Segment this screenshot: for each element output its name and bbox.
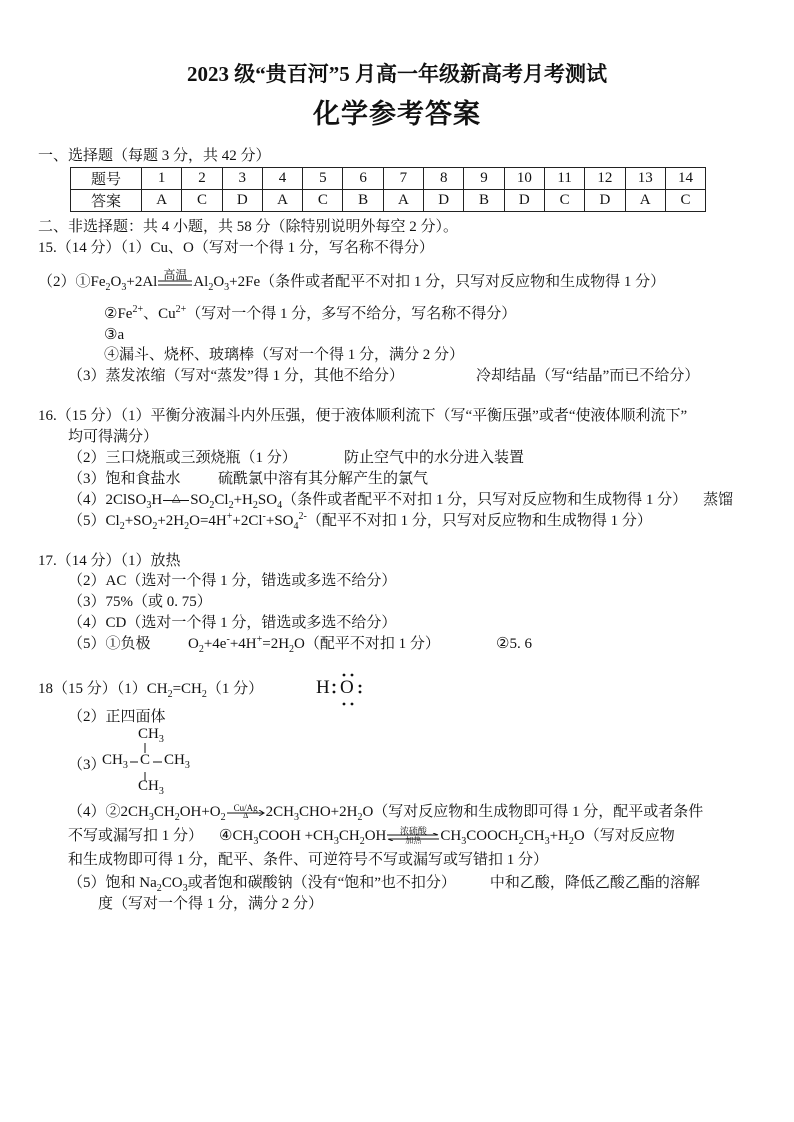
row-label: 答案 [71,190,142,212]
q17-line5g: ②5. 6 [496,636,532,652]
q18-line5: 不写或漏写扣 1 分） $④CH_3COOH +CH_3CH_2OH$ 浓硫酸 加热 $CH_3COOCH_2CH_3+H_2O$（写对反应物 [68,825,675,847]
neopentane-structure: $CH_3$ $CH_3$ C $CH_3$ $CH_3$ [102,726,190,797]
table-cell: 4 [262,168,302,190]
heat-arrow: △ [171,492,181,505]
table-cell: 1 [142,168,182,190]
row-label: 题号 [71,168,142,190]
q18-line1: 18（15 分）$(1)CH_2=CH_2(1$ 分） [38,681,264,700]
table-cell: 8 [424,168,464,190]
q18-line8: 度（写对一个得 1 分，满分 2 分） [98,896,324,912]
q17-line2: （2）AC（选对一个得 1 分，错选或多选不给分） [68,573,397,589]
table-cell: D [222,190,262,212]
table-cell: 13 [625,168,665,190]
q16-line3b: 硫酰氯中溶有其分解产生的氯气 [218,471,429,487]
water-electron-formula: H O [316,672,372,708]
table-cell: 3 [222,168,262,190]
table-cell: C [303,190,343,212]
q17-line5b: $O_2+4e^-+4H^+=2H_2O$（配平不对扣 1 分） [188,634,440,655]
equals-condition-sign: 高温 [163,267,188,282]
table-cell: 9 [464,168,504,190]
table-cell: 10 [504,168,544,190]
q16-line2b: 防止空气中的水分进入装置 [344,450,525,466]
table-cell: D [585,190,625,212]
table-cell: C [182,190,222,212]
q16-line4: （4）2ClSO$_3$H △ $SO_2Cl_2+H_2SO_4$（条件或者配平不对扣 1 分，只写对反应物和生成物得 1 分） 蒸馏 [68,492,734,511]
q17-line4: （4）CD（选对一个得 1 分，错选或多选不给分） [68,615,397,631]
table-cell: 5 [303,168,343,190]
table-cell: A [142,190,182,212]
q18-line4: $(4)②2CH_3CH_2OH+O_2$ Cu/Ag Δ $2CH_3CHO+2H_2O$（写对反应物和生成物即可得 1 分，配平或者条件 [68,802,704,823]
table-cell: B [464,190,504,212]
q16-line5: $(5)Cl_2+SO_2+2H_2O=4H^++2Cl^-+SO_4^{2-}$（配平不对扣 1 分，只写对反应物和生成物得 1 分） [68,511,652,532]
answer-table [70,167,706,212]
catalyst-arrow: Cu/Ag Δ [227,810,265,816]
q18-line2: （2）正四面体 [68,709,166,725]
table-cell: C [665,190,705,212]
q17-line5a: （5）①负极 [68,636,151,652]
q17-line1: 17.（14 分）（1）放热 [38,553,181,569]
document-subtitle: 化学参考答案 [313,99,481,129]
table-row-answers [71,190,706,212]
q15-line6a: （3）蒸发浓缩（写对“蒸发”得 1 分，其他不给分） [68,368,404,384]
table-cell: D [424,190,464,212]
reversible-arrow: 浓硫酸 加热 [387,833,439,841]
table-cell: 7 [383,168,423,190]
q16-line1b: 均可得满分） [68,429,159,445]
q18-line3: （3） [68,757,106,773]
table-cell: 6 [343,168,383,190]
table-cell: 12 [585,168,625,190]
q15-line4: ③a [104,327,125,343]
section1-heading: 一、选择题（每题 3 分，共 42 分） [38,148,271,164]
q15-line6b: 冷却结晶（写“结晶”而已不给分） [476,368,700,384]
q17-line3: （3）75%（或 0. 75） [68,594,212,610]
table-cell: A [262,190,302,212]
exam-title: 2023 级“贵百河”5 月高一年级新高考月考测试 [187,62,607,86]
section2-heading: 二、非选择题：共 4 小题，共 58 分（除特别说明外每空 2 分）。 [38,219,459,235]
table-cell: A [383,190,423,212]
table-cell: A [625,190,665,212]
table-cell: 2 [182,168,222,190]
table-cell: B [343,190,383,212]
q16-line2a: （2）三口烧瓶或三颈烧瓶（1 分） [68,450,297,466]
table-cell: C [544,190,584,212]
q15-line2: $(2)①Fe_2O_3+2Al$ 高温 $Al_2O_3+2Fe$（条件或者配平不对扣 1 分，只写对反应物和生成物得 1 分） [38,267,666,293]
q16-line1: 16.（15 分）（1）平衡分液漏斗内外压强，便于液体顺利流下（写“平衡压强”或者“使液体顺利流下” [38,408,688,424]
q16-line3a: （3）饱和食盐水 [68,471,181,487]
table-cell: 14 [665,168,705,190]
table-cell: 11 [544,168,584,190]
table-row-numbers [71,168,706,190]
q15-line1: 15.（14 分）（1）Cu、O（写对一个得 1 分，写名称不得分） [38,240,434,256]
q15-line3: $②Fe^{2+}$、$Cu^{2+}$（写对一个得 1 分，多写不给分，写名称不得分） [104,304,517,322]
q18-line7: （5）饱和 $Na_2CO_3$或者饱和碳酸钠（没有“饱和”也不扣分） 中和乙酸，降低乙酸乙酯的溶解 [68,875,700,894]
q18-line6: 和生成物即可得 1 分，配平、条件、可逆符号不写或漏写或写错扣 1 分） [68,852,549,868]
q15-line5: ④漏斗、烧杯、玻璃棒（写对一个得 1 分，满分 2 分） [104,347,465,363]
table-cell: D [504,190,544,212]
